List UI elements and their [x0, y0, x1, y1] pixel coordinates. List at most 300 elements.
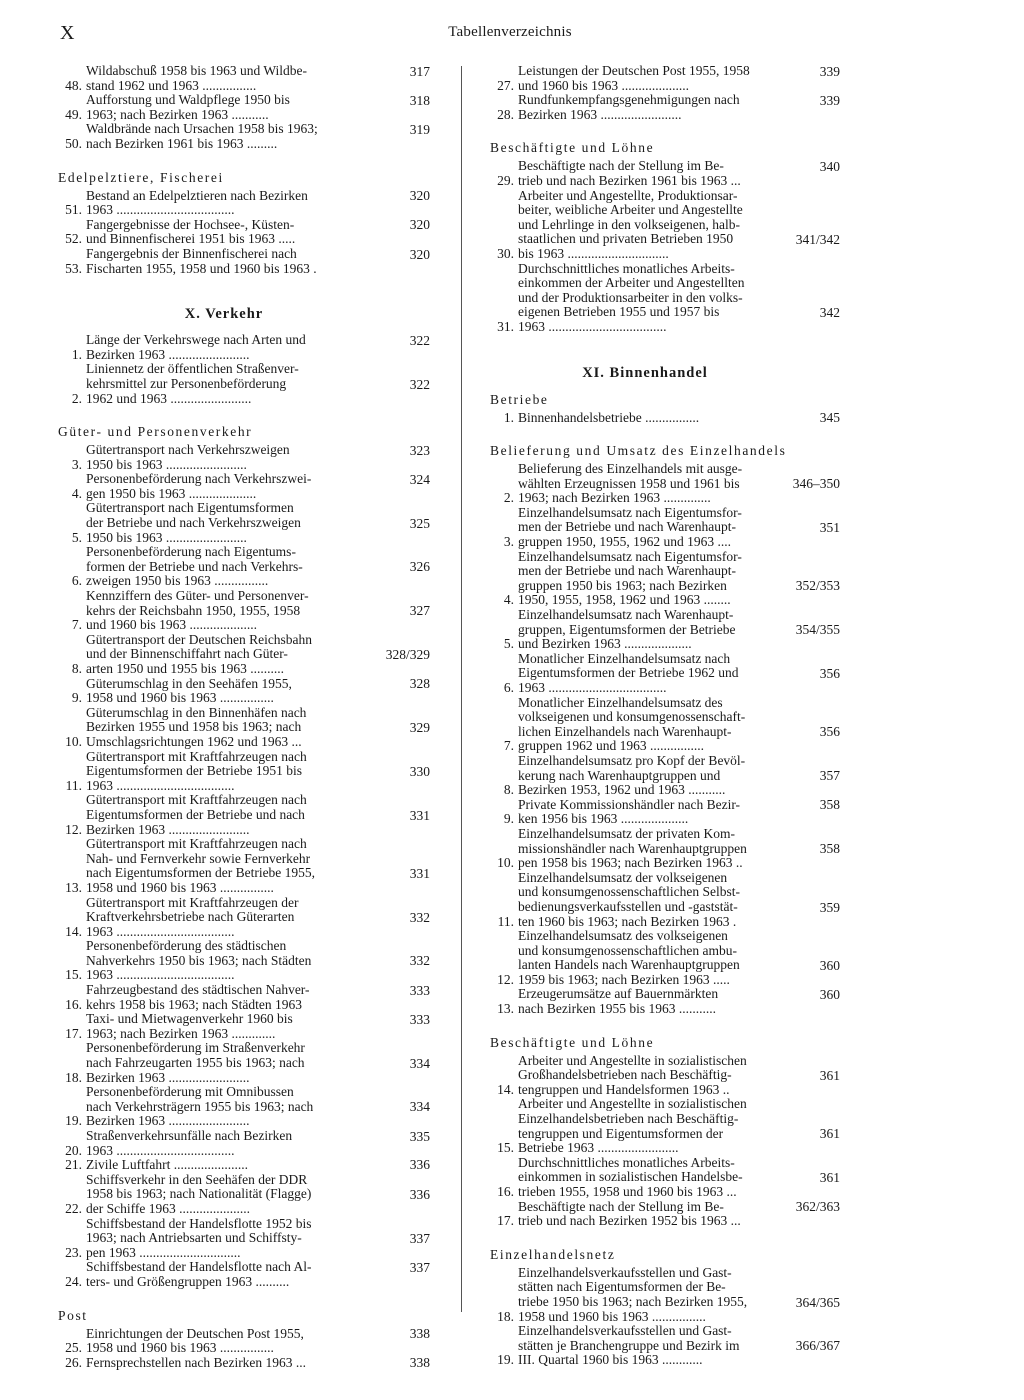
entry-title-line: Güterumschlag in den Seehäfen 1955,	[86, 675, 292, 691]
entry-page-number: 317	[409, 63, 430, 79]
entry-title	[86, 1327, 378, 1356]
entry-number: 19.	[497, 1352, 514, 1368]
entry-title-line: Erzeugerumsätze auf Bauernmärkten	[518, 986, 719, 1002]
entry-title-line: arten 1950 und 1955 bis 1963 ..........	[86, 661, 284, 676]
entry-title-line: 1963 ...................................	[518, 318, 667, 334]
entry-title-line: 1963 ...................................	[86, 777, 235, 793]
entry-page-number: 333	[409, 1011, 430, 1027]
entry-number: 15.	[65, 967, 82, 983]
entry-title-line: Gütertransport der Deutschen Reichsbahn	[86, 631, 313, 647]
entry-title-line: Gütertransport nach Verkehrszweigen	[86, 442, 290, 458]
entry-page-number: 358	[819, 841, 840, 857]
entry-title-line: und konsumgenossenschaftlichen Selbst-	[518, 884, 740, 900]
entry-number: 9.	[71, 690, 82, 706]
entry-title-line: pen 1958 bis 1963; nach Bezirken 1963 ..	[518, 855, 743, 871]
toc-entry	[490, 506, 840, 550]
entry-page-number: 339	[819, 63, 840, 79]
column-divider	[461, 66, 462, 1312]
entry-page-number: 327	[409, 603, 430, 619]
entry-title-line: Eigentumsformen der Betriebe 1951 bis	[86, 763, 302, 779]
toc-entry	[490, 1324, 840, 1368]
entry-title-line: Private Kommissionshändler nach Bezir-	[518, 796, 741, 812]
entry-title-line: der Betriebe und nach Verkehrszweigen	[86, 515, 301, 531]
toc-entry	[58, 983, 430, 1012]
entry-page-number: 319	[409, 121, 430, 137]
toc-subheading: Beschäftigte und Löhne	[490, 140, 655, 156]
entry-title	[86, 677, 378, 706]
entry-number: 48.	[65, 77, 82, 93]
entry-number: 15.	[497, 1140, 514, 1156]
entry-title-line: wählten Erzeugnissen 1958 und 1961 bis	[518, 475, 740, 491]
entry-title-line: Beschäftigte nach der Stellung im Be-	[518, 158, 724, 174]
entry-title-line: kerung nach Warenhauptgruppen und	[518, 767, 721, 783]
entry-title-line: gen 1950 bis 1963 ....................	[86, 485, 257, 501]
entry-title	[86, 1260, 378, 1289]
entry-title-line: Gütertransport mit Kraftfahrzeugen der	[86, 894, 299, 910]
toc-entry	[58, 706, 430, 750]
entry-title-line: Rundfunkempfangsgenehmigungen nach	[518, 92, 740, 108]
entry-title-line: III. Quartal 1960 bis 1963 ............	[518, 1352, 703, 1368]
entry-title	[86, 939, 378, 983]
entry-page-number: 340	[819, 158, 840, 174]
entry-number: 12.	[497, 971, 514, 987]
entry-number: 49.	[65, 106, 82, 122]
entry-title-line: Einzelhandelsumsatz der volkseigenen	[518, 869, 728, 885]
entry-page-number: 336	[409, 1157, 430, 1173]
entry-title	[518, 754, 788, 798]
entry-page-number: 354/355	[795, 622, 840, 638]
entry-page-number: 360	[819, 987, 840, 1003]
entry-title-line: Personenbeförderung mit Omnibussen	[86, 1084, 294, 1100]
entry-title-line: Monatlicher Einzelhandelsumsatz des	[518, 694, 723, 710]
entry-title-line: kehrs der Reichsbahn 1950, 1955, 1958	[86, 602, 301, 618]
entry-title-line: Fangergebnisse der Hochsee-, Küsten-	[86, 216, 295, 232]
entry-title-line: 1962 und 1963 ........................	[86, 390, 252, 406]
entry-number: 8.	[503, 782, 514, 798]
toc-entry	[490, 871, 840, 929]
entry-title	[518, 652, 788, 696]
entry-number: 29.	[497, 172, 514, 188]
entry-number: 12.	[65, 821, 82, 837]
entry-title-line: Fernsprechstellen nach Bezirken 1963 ...	[86, 1354, 307, 1370]
toc-entry	[58, 501, 430, 545]
toc-entry	[490, 93, 840, 122]
entry-title-line: kehrs 1958 bis 1963; nach Städten 1963	[86, 996, 302, 1012]
toc-entry	[58, 1085, 430, 1129]
toc-entry	[58, 896, 430, 940]
entry-title	[518, 929, 788, 987]
entry-page-number: 366/367	[795, 1338, 840, 1354]
entry-title-line: Umschlagsrichtungen 1962 und 1963 ...	[86, 733, 302, 749]
toc-entry	[490, 159, 840, 188]
entry-title-line: Gütertransport mit Kraftfahrzeugen nach	[86, 792, 307, 808]
toc-column-right	[490, 64, 840, 1368]
entry-number: 7.	[71, 617, 82, 633]
toc-subheading: Edelpelztiere, Fischerei	[58, 169, 224, 185]
entry-title-line: tengruppen und Handelsformen 1963 ..	[518, 1081, 730, 1097]
entry-title-line: Einrichtungen der Deutschen Post 1955,	[86, 1325, 304, 1341]
entry-page-number: 336	[409, 1186, 430, 1202]
entry-number: 5.	[503, 636, 514, 652]
entry-title-line: Personenbeförderung nach Verkehrszwei-	[86, 471, 312, 487]
entry-title	[518, 1324, 788, 1368]
entry-title-line: trieb und nach Bezirken 1961 bis 1963 ...	[518, 172, 741, 188]
entry-title-line: Gütertransport mit Kraftfahrzeugen nach	[86, 748, 307, 764]
entry-number: 28.	[497, 106, 514, 122]
entry-title	[518, 827, 788, 871]
entry-page-number: 362/363	[795, 1199, 840, 1215]
entry-title-line: Bezirken 1955 und 1958 bis 1963; nach	[86, 719, 302, 735]
entry-title	[86, 1217, 378, 1261]
entry-title-line: Bestand an Edelpelztieren nach Bezirken	[86, 187, 308, 203]
entry-page-number: 322	[409, 376, 430, 392]
entry-title	[86, 1173, 378, 1217]
entry-title	[86, 633, 378, 677]
entry-title-line: 1963; nach Antriebsarten und Schiffsty-	[86, 1230, 302, 1246]
entry-number: 5.	[71, 529, 82, 545]
entry-page-number: 360	[819, 957, 840, 973]
toc-entry	[58, 189, 430, 218]
entry-number: 21.	[65, 1157, 82, 1173]
entry-number: 26.	[65, 1354, 82, 1370]
entry-title-line: stätten je Branchengruppe und Bezirk im	[518, 1337, 740, 1353]
entry-page-number: 352/353	[795, 578, 840, 594]
entry-title-line: Taxi- und Mietwagenverkehr 1960 bis	[86, 1011, 293, 1027]
entry-title-line: tengruppen und Eigentumsformen der	[518, 1125, 724, 1141]
entry-title-line: formen der Betriebe und nach Verkehrs-	[86, 558, 303, 574]
entry-page-number: 337	[409, 1259, 430, 1275]
entry-title-line: Bezirken 1963 ........................	[518, 106, 682, 122]
entry-number: 6.	[71, 573, 82, 589]
entry-title	[86, 189, 378, 218]
entry-title-line: Personenbeförderung des städtischen	[86, 938, 287, 954]
entry-number: 20.	[65, 1142, 82, 1158]
entry-title-line: ten 1960 bis 1963; nach Bezirken 1963 .	[518, 913, 737, 929]
entry-page-number: 334	[409, 1055, 430, 1071]
entry-title	[518, 696, 788, 754]
entry-title	[86, 983, 378, 1012]
toc-entry	[58, 939, 430, 983]
entry-title-line: und Lehrlinge in den volkseigenen, halb-	[518, 216, 740, 232]
entry-title-line: Einzelhandelsverkaufsstellen und Gast-	[518, 1264, 732, 1280]
toc-entry	[490, 652, 840, 696]
entry-number: 17.	[497, 1213, 514, 1229]
entry-page-number: 364/365	[795, 1294, 840, 1310]
entry-title	[86, 1356, 378, 1371]
entry-title-line: Durchschnittliches monatliches Arbeits-	[518, 1154, 735, 1170]
entry-number: 13.	[497, 1001, 514, 1017]
entry-title-line: beiter, weibliche Arbeiter und Angestellte	[518, 202, 743, 218]
toc-entry	[58, 362, 430, 406]
toc-subheading: Belieferung und Umsatz des Einzelhandels	[490, 443, 787, 459]
entry-title	[518, 189, 788, 262]
toc-entry	[490, 827, 840, 871]
page-header	[60, 22, 960, 46]
entry-title	[518, 64, 788, 93]
entry-title-line: men der Betriebe und nach Warenhaupt-	[518, 563, 736, 579]
entry-title	[86, 896, 378, 940]
entry-number: 17.	[65, 1025, 82, 1041]
toc-entry	[58, 1129, 430, 1158]
entry-number: 1.	[503, 409, 514, 425]
toc-entry	[58, 122, 430, 151]
toc-entry	[490, 64, 840, 93]
entry-title-line: 1963 ...................................	[86, 967, 235, 983]
entry-page-number: 328	[409, 676, 430, 692]
entry-title-line: Fischarten 1955, 1958 und 1960 bis 1963 .	[86, 260, 317, 276]
entry-page-number: 351	[819, 520, 840, 536]
entry-page-number: 339	[819, 92, 840, 108]
entry-title-line: Schiffsverkehr in den Seehäfen der DDR	[86, 1171, 308, 1187]
entry-title-line: der Schiffe 1963 .....................	[86, 1200, 250, 1216]
toc-entry	[58, 218, 430, 247]
entry-title	[518, 987, 788, 1016]
toc-entry	[58, 837, 430, 895]
entry-title-line: und konsumgenossenschaftlichen ambu-	[518, 942, 737, 958]
entry-title-line: staatlichen und privaten Betrieben 1950	[518, 231, 734, 247]
entry-title	[518, 411, 788, 426]
toc-entry	[490, 1156, 840, 1200]
entry-title	[86, 218, 378, 247]
entry-page-number: 361	[819, 1067, 840, 1083]
page-numeral: X	[60, 22, 75, 44]
entry-title-line: gruppen, Eigentumsformen der Betriebe	[518, 621, 736, 637]
toc-subheading: Betriebe	[490, 391, 549, 407]
entry-title-line: 1963; nach Bezirken 1963 ..............	[518, 490, 711, 506]
toc-subheading: Güter- und Personenverkehr	[58, 424, 253, 440]
entry-page-number: 326	[409, 559, 430, 575]
entry-title-line: pen 1963 ..............................	[86, 1244, 241, 1260]
entry-page-number: 320	[409, 246, 430, 262]
entry-title	[86, 793, 378, 837]
toc-entry	[490, 1097, 840, 1155]
entry-page-number: 320	[409, 217, 430, 233]
toc-subheading: Post	[58, 1307, 88, 1323]
entry-title-line: Schiffsbestand der Handelsflotte nach Al-	[86, 1259, 312, 1275]
entry-title	[86, 472, 378, 501]
entry-number: 2.	[503, 490, 514, 506]
entry-page-number: 341/342	[795, 231, 840, 247]
entry-number: 11.	[497, 913, 514, 929]
entry-title-line: und Bezirken 1963 ....................	[518, 636, 692, 652]
entry-page-number: 358	[819, 797, 840, 813]
entry-title-line: Betriebe 1963 ........................	[518, 1140, 679, 1156]
entry-page-number: 361	[819, 1170, 840, 1185]
toc-column-left	[58, 64, 430, 1370]
entry-title-line: Großhandelsbetrieben nach Beschäftig-	[518, 1067, 732, 1083]
running-title: Tabellenverzeichnis	[448, 24, 572, 40]
entry-title-line: 1958 und 1960 bis 1963 ................	[86, 1340, 274, 1356]
entry-title-line: Monatlicher Einzelhandelsumsatz nach	[518, 650, 731, 666]
entry-title-line: Aufforstung und Waldpflege 1950 bis	[86, 92, 290, 108]
entry-title-line: und 1960 bis 1963 ....................	[518, 77, 690, 93]
entry-title	[86, 1085, 378, 1129]
entry-title-line: stand 1962 und 1963 ................	[86, 77, 257, 93]
entry-title-line: zweigen 1950 bis 1963 ................	[86, 573, 269, 589]
entry-title	[86, 706, 378, 750]
entry-page-number: 328/329	[385, 647, 430, 662]
entry-title-line: Einzelhandelsumsatz nach Eigentumsfor-	[518, 548, 742, 564]
toc-entry	[58, 793, 430, 837]
entry-title-line: Einzelhandelsumsatz nach Eigentumsfor-	[518, 504, 742, 520]
entry-title-line: Bezirken 1963 ........................	[86, 346, 250, 362]
entry-page-number: 322	[409, 332, 430, 348]
entry-title	[518, 798, 788, 827]
entry-page-number: 320	[409, 188, 430, 204]
entry-number: 11.	[65, 777, 82, 793]
entry-title-line: Straßenverkehrsunfälle nach Bezirken	[86, 1128, 293, 1143]
entry-title-line: Bezirken 1953, 1962 und 1963 ...........	[518, 782, 726, 798]
entry-number: 14.	[65, 923, 82, 939]
entry-page-number: 330	[409, 763, 430, 779]
entry-number: 1.	[71, 346, 82, 362]
entry-title-line: Liniennetz der öffentlichen Straßenver-	[86, 361, 299, 377]
entry-title-line: Durchschnittliches monatliches Arbeits-	[518, 260, 735, 276]
entry-title-line: Einzelhandelsumsatz der privaten Kom-	[518, 825, 736, 841]
toc-entry	[58, 1173, 430, 1217]
entry-number: 53.	[65, 260, 82, 276]
entry-title	[86, 362, 378, 406]
entry-number: 50.	[65, 135, 82, 151]
entry-title-line: Eigentumsformen der Betriebe und nach	[86, 806, 305, 822]
entry-title	[86, 443, 378, 472]
entry-title-line: Waldbrände nach Ursachen 1958 bis 1963;	[86, 121, 318, 137]
toc-entry	[58, 750, 430, 794]
entry-title-line: Wildabschuß 1958 bis 1963 und Wildbe-	[86, 63, 308, 78]
entry-title-line: Zivile Luftfahrt ......................	[86, 1157, 248, 1173]
toc-entry	[58, 1012, 430, 1041]
entry-title-line: 1963 ...................................	[86, 923, 235, 939]
entry-title	[86, 1012, 378, 1041]
entry-title-line: und der Binnenschiffahrt nach Güter-	[86, 646, 288, 662]
toc-entry	[490, 696, 840, 754]
entry-title-line: men der Betriebe und nach Warenhaupt-	[518, 519, 736, 535]
entry-title	[86, 1129, 378, 1158]
entry-number: 7.	[503, 738, 514, 754]
entry-title	[86, 837, 378, 895]
entry-title	[518, 1054, 788, 1098]
entry-title-line: Personenbeförderung nach Eigentums-	[86, 544, 296, 560]
toc-entry	[58, 1041, 430, 1085]
entry-title-line: lichen Einzelhandels nach Warenhaupt-	[518, 723, 732, 739]
entry-title-line: Bezirken 1963 ........................	[86, 1069, 250, 1085]
toc-subheading: Beschäftigte und Löhne	[490, 1034, 655, 1050]
entry-title	[518, 462, 788, 506]
entry-title-line: Einzelhandelsverkaufsstellen und Gast-	[518, 1323, 732, 1339]
entry-title-line: 1963 ...................................	[86, 1142, 235, 1158]
entry-title-line: ken 1956 bis 1963 ....................	[518, 811, 689, 827]
entry-title	[518, 608, 788, 652]
toc-entry	[490, 798, 840, 827]
entry-title-line: 1950 bis 1963 ........................	[86, 529, 247, 545]
toc-entry	[58, 1217, 430, 1261]
entry-title-line: Personenbeförderung im Straßenverkehr	[86, 1040, 305, 1056]
entry-title-line: 1959 bis 1963; nach Bezirken 1963 .....	[518, 971, 730, 987]
entry-title-line: Bezirken 1963 ........................	[86, 821, 250, 837]
entry-title-line: 1958 bis 1963; nach Nationalität (Flagge)	[86, 1186, 312, 1202]
entry-title-line: Beschäftigte nach der Stellung im Be-	[518, 1198, 724, 1214]
entry-title-line: trieb und nach Bezirken 1952 bis 1963 ...	[518, 1213, 741, 1229]
entry-title-line: und Binnenfischerei 1951 bis 1963 .....	[86, 231, 296, 247]
toc-entry	[58, 1158, 430, 1173]
entry-title-line: Gütertransport nach Eigentumsformen	[86, 500, 294, 516]
entry-number: 14.	[497, 1081, 514, 1097]
entry-title-line: missionshändler nach Warenhauptgruppen	[518, 840, 747, 856]
entry-title	[518, 93, 788, 122]
toc-entry	[58, 633, 430, 677]
entry-page-number: 325	[409, 515, 430, 531]
toc-entry	[58, 64, 430, 93]
entry-title-line: triebe 1950 bis 1963; nach Bezirken 1955,	[518, 1293, 748, 1309]
entry-number: 23.	[65, 1244, 82, 1260]
entry-number: 51.	[65, 202, 82, 218]
entry-title	[518, 262, 788, 335]
entry-title-line: 1958 und 1960 bis 1963 ................	[86, 879, 274, 895]
entry-number: 52.	[65, 231, 82, 247]
entry-title	[86, 1158, 378, 1173]
entry-title-line: einkommen der Arbeiter und Angestellten	[518, 275, 745, 291]
toc-section-heading: X. Verkehr	[184, 306, 264, 323]
entry-number: 13.	[65, 879, 82, 895]
entry-title-line: Bezirken 1963 ........................	[86, 1113, 250, 1129]
toc-entry	[490, 550, 840, 608]
toc-entry	[490, 262, 840, 335]
toc-entry	[490, 1200, 840, 1229]
entry-number: 3.	[71, 456, 82, 472]
entry-title-line: Nahverkehrs 1950 bis 1963; nach Städten	[86, 952, 312, 968]
entry-title-line: gruppen 1950, 1955, 1962 und 1963 ....	[518, 534, 731, 550]
entry-number: 16.	[65, 996, 82, 1012]
entry-title	[86, 1041, 378, 1085]
toc-entry	[58, 677, 430, 706]
toc-entry	[490, 411, 840, 426]
entry-title-line: 1958 und 1960 bis 1963 ................	[518, 1308, 706, 1324]
entry-number: 2.	[71, 390, 82, 406]
entry-title-line: kehrsmittel zur Personenbeförderung	[86, 375, 287, 391]
entry-title	[518, 159, 788, 188]
toc-entry	[490, 189, 840, 262]
entry-title-line: einkommen in sozialistischen Handelsbe-	[518, 1169, 743, 1185]
entry-title-line: nach Bezirken 1955 bis 1963 ...........	[518, 1001, 716, 1017]
entry-title-line: Gütertransport mit Kraftfahrzeugen nach	[86, 836, 307, 852]
toc-entry	[490, 987, 840, 1016]
entry-number: 10.	[497, 855, 514, 871]
toc-entry	[58, 93, 430, 122]
toc-section-heading: XI. Binnenhandel	[582, 364, 708, 381]
toc-entry	[58, 1356, 430, 1371]
entry-title-line: 1963 ...................................	[518, 680, 667, 695]
toc-entry	[58, 247, 430, 276]
entry-title-line: ters- und Größengruppen 1963 ..........	[86, 1273, 290, 1289]
entry-title-line: 1950 bis 1963 ........................	[86, 456, 247, 472]
entry-title-line: nach Eigentumsformen der Betriebe 1955,	[86, 865, 316, 881]
entry-page-number: 356	[819, 666, 840, 681]
entry-title-line: Arbeiter und Angestellte, Produktionsar-	[518, 187, 738, 203]
entry-number: 31.	[497, 318, 514, 334]
entry-title-line: nach Fahrzeugarten 1955 bis 1963; nach	[86, 1055, 305, 1071]
entry-number: 4.	[503, 592, 514, 608]
entry-title	[86, 64, 378, 93]
entry-title-line: 1963 ...................................	[86, 202, 235, 218]
entry-title-line: 1950, 1955, 1958, 1962 und 1963 ........	[518, 592, 731, 608]
entry-title-line: Arbeiter und Angestellte in sozialistischen	[518, 1096, 747, 1112]
entry-title-line: 1958 und 1960 bis 1963 ................	[86, 690, 274, 706]
toc-subheading: Einzelhandelsnetz	[490, 1246, 616, 1262]
entry-page-number: 332	[409, 953, 430, 969]
entry-title-line: stätten nach Eigentumsformen der Be-	[518, 1279, 726, 1295]
entry-number: 18.	[65, 1069, 82, 1085]
entry-number: 18.	[497, 1308, 514, 1324]
